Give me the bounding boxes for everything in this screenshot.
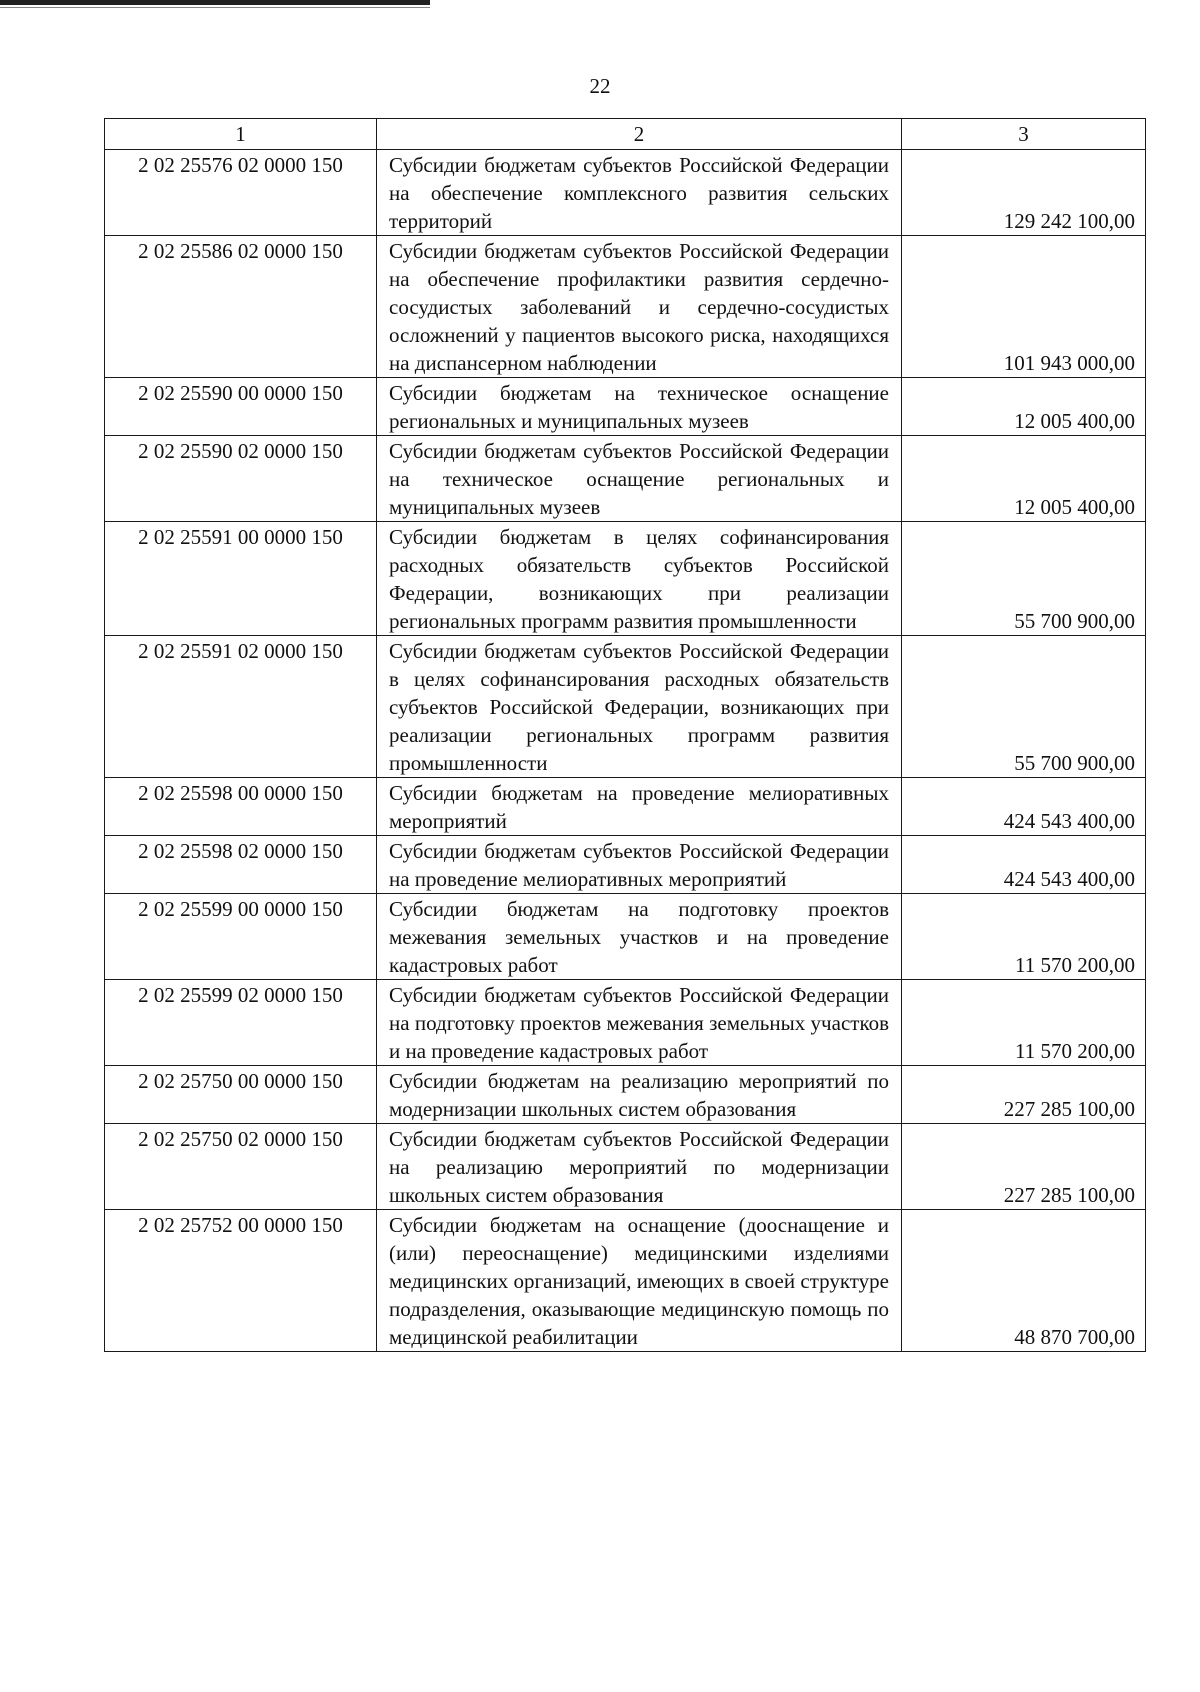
top-scan-rule xyxy=(0,0,430,5)
budget-description: Субсидии бюджетам субъектов Российской Федерации на подготовку проектов межевания земельных участков и на проведение кадастровых работ xyxy=(377,980,902,1066)
budget-amount: 48 870 700,00 xyxy=(902,1210,1146,1352)
budget-code: 2 02 25591 02 0000 150 xyxy=(105,636,377,778)
budget-description: Субсидии бюджетам субъектов Российской Федерации на обеспечение комплексного развития сельских территорий xyxy=(377,150,902,236)
table-row xyxy=(105,836,1146,894)
budget-description: Субсидии бюджетам на подготовку проектов межевания земельных участков и на проведение кадастровых работ xyxy=(377,894,902,980)
budget-amount: 129 242 100,00 xyxy=(902,150,1146,236)
budget-amount: 227 285 100,00 xyxy=(902,1124,1146,1210)
budget-amount: 424 543 400,00 xyxy=(902,836,1146,894)
page-number: 22 xyxy=(589,74,611,98)
budget-revenue-table xyxy=(104,118,1146,1352)
budget-code: 2 02 25590 02 0000 150 xyxy=(105,436,377,522)
budget-description: Субсидии бюджетам в целях софинансирования расходных обязательств субъектов Российской Федерации, возникающих при реализации региональных программ развития промышленности xyxy=(377,522,902,636)
budget-description: Субсидии бюджетам на проведение мелиоративных мероприятий xyxy=(377,778,902,836)
table-header-row xyxy=(105,119,1146,150)
budget-code: 2 02 25598 02 0000 150 xyxy=(105,836,377,894)
budget-code: 2 02 25750 00 0000 150 xyxy=(105,1066,377,1124)
column-header-description: 2 xyxy=(377,119,902,150)
budget-description: Субсидии бюджетам субъектов Российской Федерации на реализацию мероприятий по модернизации школьных систем образования xyxy=(377,1124,902,1210)
budget-description: Субсидии бюджетам субъектов Российской Федерации на техническое оснащение региональных и муниципальных музеев xyxy=(377,436,902,522)
budget-description: Субсидии бюджетам на реализацию мероприятий по модернизации школьных систем образования xyxy=(377,1066,902,1124)
table-row xyxy=(105,778,1146,836)
budget-description: Субсидии бюджетам субъектов Российской Федерации на проведение мелиоративных мероприятий xyxy=(377,836,902,894)
budget-description: Субсидии бюджетам субъектов Российской Федерации в целях софинансирования расходных обязательств субъектов Российской Федерации, возникающих при реализации региональных программ развития промышленности xyxy=(377,636,902,778)
table-row xyxy=(105,1124,1146,1210)
budget-amount: 11 570 200,00 xyxy=(902,980,1146,1066)
top-scan-rule-thin xyxy=(0,7,430,8)
budget-amount: 227 285 100,00 xyxy=(902,1066,1146,1124)
budget-description: Субсидии бюджетам на техническое оснащение региональных и муниципальных музеев xyxy=(377,378,902,436)
column-header-amount: 3 xyxy=(902,119,1146,150)
table-row xyxy=(105,236,1146,378)
budget-amount: 101 943 000,00 xyxy=(902,236,1146,378)
budget-amount: 12 005 400,00 xyxy=(902,436,1146,522)
budget-amount: 55 700 900,00 xyxy=(902,522,1146,636)
table-row xyxy=(105,894,1146,980)
budget-code: 2 02 25599 00 0000 150 xyxy=(105,894,377,980)
budget-code: 2 02 25590 00 0000 150 xyxy=(105,378,377,436)
table-row xyxy=(105,1066,1146,1124)
budget-amount: 55 700 900,00 xyxy=(902,636,1146,778)
table-row xyxy=(105,636,1146,778)
table-row xyxy=(105,150,1146,236)
budget-code: 2 02 25576 02 0000 150 xyxy=(105,150,377,236)
budget-code: 2 02 25750 02 0000 150 xyxy=(105,1124,377,1210)
budget-description: Субсидии бюджетам на оснащение (дооснащение и (или) переоснащение) медицинскими изделиями медицинских организаций, имеющих в своей структуре подразделения, оказывающие медицинскую помощь по медицинской реабилитации xyxy=(377,1210,902,1352)
table-row xyxy=(105,1210,1146,1352)
budget-code: 2 02 25599 02 0000 150 xyxy=(105,980,377,1066)
table-row xyxy=(105,378,1146,436)
budget-code: 2 02 25598 00 0000 150 xyxy=(105,778,377,836)
budget-code: 2 02 25752 00 0000 150 xyxy=(105,1210,377,1352)
table-row xyxy=(105,436,1146,522)
budget-amount: 12 005 400,00 xyxy=(902,378,1146,436)
table-row xyxy=(105,980,1146,1066)
budget-amount: 424 543 400,00 xyxy=(902,778,1146,836)
column-header-code: 1 xyxy=(105,119,377,150)
budget-amount: 11 570 200,00 xyxy=(902,894,1146,980)
budget-description: Субсидии бюджетам субъектов Российской Федерации на обеспечение профилактики развития сердечно-сосудистых заболеваний и сердечно-сосудистых осложнений у пациентов высокого риска, находящихся на диспансерном наблюдении xyxy=(377,236,902,378)
table-row xyxy=(105,522,1146,636)
budget-code: 2 02 25586 02 0000 150 xyxy=(105,236,377,378)
budget-code: 2 02 25591 00 0000 150 xyxy=(105,522,377,636)
